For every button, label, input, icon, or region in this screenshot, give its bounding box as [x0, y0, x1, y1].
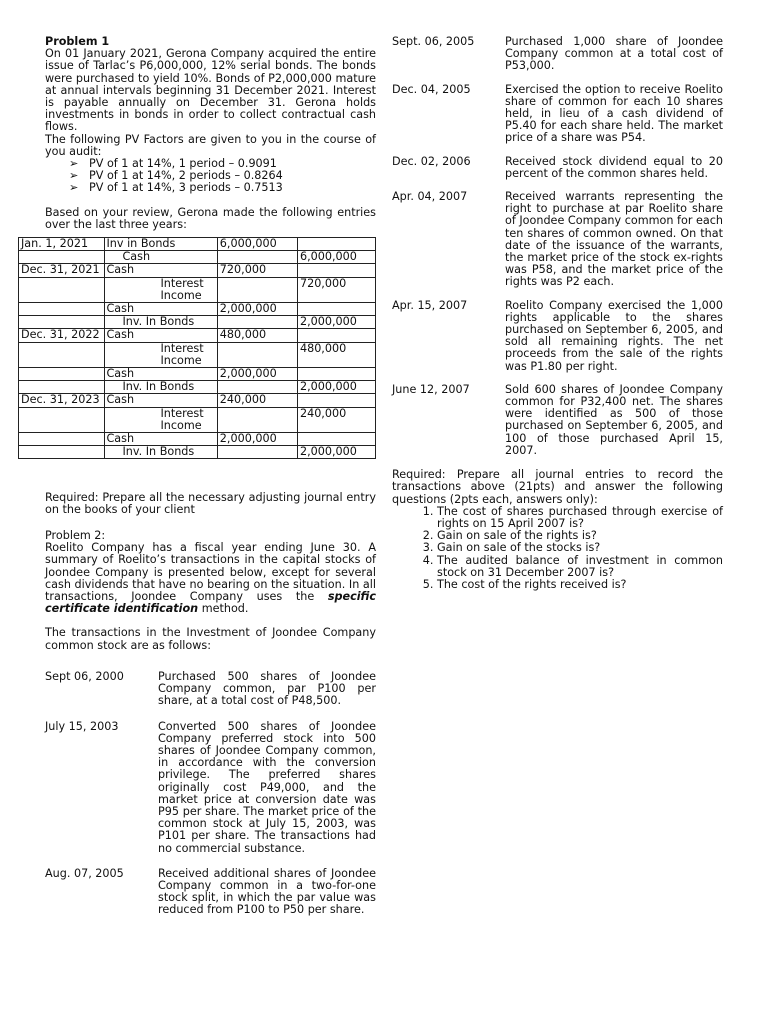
transaction-date: Aug. 07, 2005 [45, 866, 124, 880]
journal-debit-cell [217, 446, 297, 459]
journal-account-cell: Cash [104, 329, 217, 342]
transaction-date: Dec. 02, 2006 [392, 154, 471, 168]
journal-credit-cell: 2,000,000 [297, 446, 375, 459]
transaction-description: Purchased 500 shares of Joondee Company common, par P100 per share, at a total cost of P48,500. [158, 670, 376, 708]
journal-credit-cell: 6,000,000 [297, 251, 375, 264]
journal-credit-cell: 720,000 [297, 277, 375, 302]
transaction-row [392, 300, 723, 373]
pv-factor-item: ➢ PV of 1 at 14%, 1 period – 0.9091 [69, 157, 277, 171]
journal-row [19, 368, 376, 381]
journal-debit-cell: 240,000 [217, 394, 297, 407]
journal-credit-cell [297, 394, 375, 407]
problem1-intro: On 01 January 2021, Gerona Company acquired the entire issue of Tarlac’s P6,000,000, 12% serial bonds. The bonds were purchased to yield 10%. Bonds of P2,000,000 mature at annual intervals beginning 31 December 2021. Interest is payable annually on December 31. Gerona holds investments in bonds in order to collect contractual cash flows. [45, 47, 376, 134]
problem2-section [45, 530, 376, 652]
arrow-bullet-icon: ➢ [69, 169, 79, 183]
journal-debit-cell [217, 381, 297, 394]
transaction-description: Received additional shares of Joondee Company common in a two-for-one stock split, in which the par value was reduced from P100 to P50 per share. [158, 866, 376, 917]
journal-account-cell: Cash [104, 368, 217, 381]
problem1-required: Required: Prepare all the necessary adjusting journal entry on the books of your client [45, 491, 376, 517]
problem2-required: Required: Prepare all journal entries to record the transactions above (21pts) and answer the following questions (2pts each, answers only): [392, 468, 723, 506]
review-text: Based on your review, Gerona made the following entries over the last three years: [45, 205, 376, 231]
journal-account-cell: Cash [104, 394, 217, 407]
transaction-description: Roelito Company exercised the 1,000 rights applicable to the shares purchased on September 6, 2005, and sold all remaining rights. The net proceeds from the sale of the rights was P1.80 per right. [505, 298, 723, 373]
method-emphasis: specific certificate identification [45, 590, 376, 616]
question-item: 1. The cost of shares purchased through exercise of rights on 15 April 2007 is? [437, 506, 723, 530]
journal-debit-cell: 2,000,000 [217, 368, 297, 381]
journal-date-cell [19, 251, 105, 264]
journal-debit-cell [217, 407, 297, 432]
transaction-date: Dec. 04, 2005 [392, 82, 471, 96]
pv-factor-item: ➢ PV of 1 at 14%, 2 periods – 0.8264 [69, 169, 283, 183]
journal-date-cell: Dec. 31, 2023 [19, 394, 105, 407]
transaction-date: Apr. 04, 2007 [392, 190, 468, 204]
journal-credit-cell [297, 238, 375, 251]
transaction-date: Sept 06, 2000 [45, 670, 124, 683]
journal-account-cell: Interest Income [104, 342, 217, 367]
left-column [45, 36, 376, 231]
journal-account-cell: Inv. In Bonds [104, 316, 217, 329]
journal-date-cell [19, 407, 105, 432]
journal-date-cell: Dec. 31, 2021 [19, 264, 105, 277]
journal-credit-cell [297, 433, 375, 446]
journal-date-cell [19, 277, 105, 302]
arrow-bullet-icon: ➢ [69, 181, 79, 195]
pv-intro: The following PV Factors are given to you in the course of you audit: [45, 132, 376, 158]
journal-debit-cell: 720,000 [217, 264, 297, 277]
transaction-row [392, 384, 723, 457]
journal-credit-cell [297, 368, 375, 381]
question-item: 3. Gain on sale of the stocks is? [437, 542, 723, 554]
transaction-date: June 12, 2007 [392, 382, 470, 396]
journal-credit-cell [297, 329, 375, 342]
transaction-row [392, 84, 723, 145]
journal-row [19, 381, 376, 394]
transaction-row [45, 721, 376, 855]
transaction-date: July 15, 2003 [45, 719, 119, 733]
journal-credit-cell: 2,000,000 [297, 316, 375, 329]
journal-row [19, 394, 376, 407]
journal-account-cell: Inv in Bonds [104, 238, 217, 251]
journal-account-cell: Cash [104, 251, 217, 264]
transaction-date: Sept. 06, 2005 [392, 35, 475, 48]
journal-row [19, 407, 376, 432]
journal-date-cell [19, 316, 105, 329]
arrow-bullet-icon: ➢ [69, 157, 79, 171]
journal-date-cell [19, 381, 105, 394]
journal-account-cell: Interest Income [104, 277, 217, 302]
journal-account-cell: Cash [104, 433, 217, 446]
journal-debit-cell: 480,000 [217, 329, 297, 342]
journal-date-cell [19, 446, 105, 459]
journal-row [19, 342, 376, 367]
journal-account-cell: Cash [104, 303, 217, 316]
transaction-description: Converted 500 shares of Joondee Company preferred stock into 500 shares of Joondee Company common, in accordance with the conversion privilege. The preferred shares originally cost P49,000, and the market price at conversion date was P95 per share. The market price of the common stock at July 15, 2003, was P101 per share. The transactions had no commercial substance. [158, 719, 376, 855]
journal-entries-table [18, 237, 376, 459]
journal-row [19, 303, 376, 316]
journal-credit-cell [297, 303, 375, 316]
right-column [392, 36, 723, 591]
transaction-date: Apr. 15, 2007 [392, 298, 468, 312]
problem2-intro: Roelito Company has a fiscal year ending June 30. A summary of Roelito’s transactions in the capital stocks of Joondee Company is presented below, except for several cash dividends that have no bearing on the situation. In all transactions, Joondee Company uses the specific certificate identification method. [45, 541, 376, 616]
question-item: 4. The audited balance of investment in common stock on 31 December 2007 is? [437, 555, 723, 579]
transaction-row [45, 868, 376, 917]
journal-row [19, 433, 376, 446]
journal-debit-cell [217, 251, 297, 264]
journal-row [19, 329, 376, 342]
journal-debit-cell: 6,000,000 [217, 238, 297, 251]
pv-factor-item: ➢ PV of 1 at 14%, 3 periods – 0.7513 [69, 181, 283, 195]
journal-row [19, 277, 376, 302]
journal-credit-cell [297, 264, 375, 277]
pv-factor-list [45, 158, 376, 195]
transaction-description: Purchased 1,000 share of Joondee Company common at a total cost of P53,000. [505, 35, 723, 73]
journal-credit-cell: 480,000 [297, 342, 375, 367]
journal-row [19, 446, 376, 459]
transaction-row [392, 36, 723, 73]
journal-date-cell: Jan. 1, 2021 [19, 238, 105, 251]
journal-debit-cell: 2,000,000 [217, 303, 297, 316]
questions-list [392, 506, 723, 591]
transaction-row [392, 191, 723, 289]
journal-debit-cell: 2,000,000 [217, 433, 297, 446]
transactions-left [45, 671, 376, 917]
journal-debit-cell [217, 316, 297, 329]
journal-account-cell: Inv. In Bonds [104, 381, 217, 394]
journal-row [19, 264, 376, 277]
journal-date-cell [19, 342, 105, 367]
transaction-description: Sold 600 shares of Joondee Company common for P32,400 net. The shares were identified as 500 of those purchased on September 6, 2005, and 100 of those purchased April 15, 2007. [505, 382, 723, 457]
transaction-row [392, 156, 723, 180]
journal-account-cell: Cash [104, 264, 217, 277]
journal-date-cell [19, 433, 105, 446]
problem1-title: Problem 1 [45, 35, 110, 48]
journal-date-cell [19, 303, 105, 316]
journal-account-cell: Interest Income [104, 407, 217, 432]
question-item: 5. The cost of the rights received is? [437, 579, 723, 591]
journal-credit-cell: 2,000,000 [297, 381, 375, 394]
journal-date-cell [19, 368, 105, 381]
journal-debit-cell [217, 277, 297, 302]
journal-debit-cell [217, 342, 297, 367]
journal-date-cell: Dec. 31, 2022 [19, 329, 105, 342]
journal-credit-cell: 240,000 [297, 407, 375, 432]
question-item: 2. Gain on sale of the rights is? [437, 530, 723, 542]
transactions-intro: The transactions in the Investment of Joondee Company common stock are as follows: [45, 626, 376, 652]
transaction-description: Received stock dividend equal to 20 percent of the common shares held. [505, 154, 723, 180]
problem2-title: Problem 2: [45, 529, 106, 542]
journal-row [19, 251, 376, 264]
journal-row [19, 316, 376, 329]
transaction-description: Received warrants representing the right to purchase at par Roelito share of Joondee Company common for each ten shares of common owned. On that date of the issuance of the warrants, the market price of the stock ex-rights was P58, and the market price of the rights was P2 each. [505, 190, 723, 289]
transaction-row [45, 671, 376, 708]
journal-row [19, 238, 376, 251]
journal-account-cell: Inv. In Bonds [104, 446, 217, 459]
transaction-description: Exercised the option to receive Roelito share of common for each 10 shares held, in lieu of a cash dividend of P5.40 for each share held. The market price of a share was P54. [505, 82, 723, 145]
